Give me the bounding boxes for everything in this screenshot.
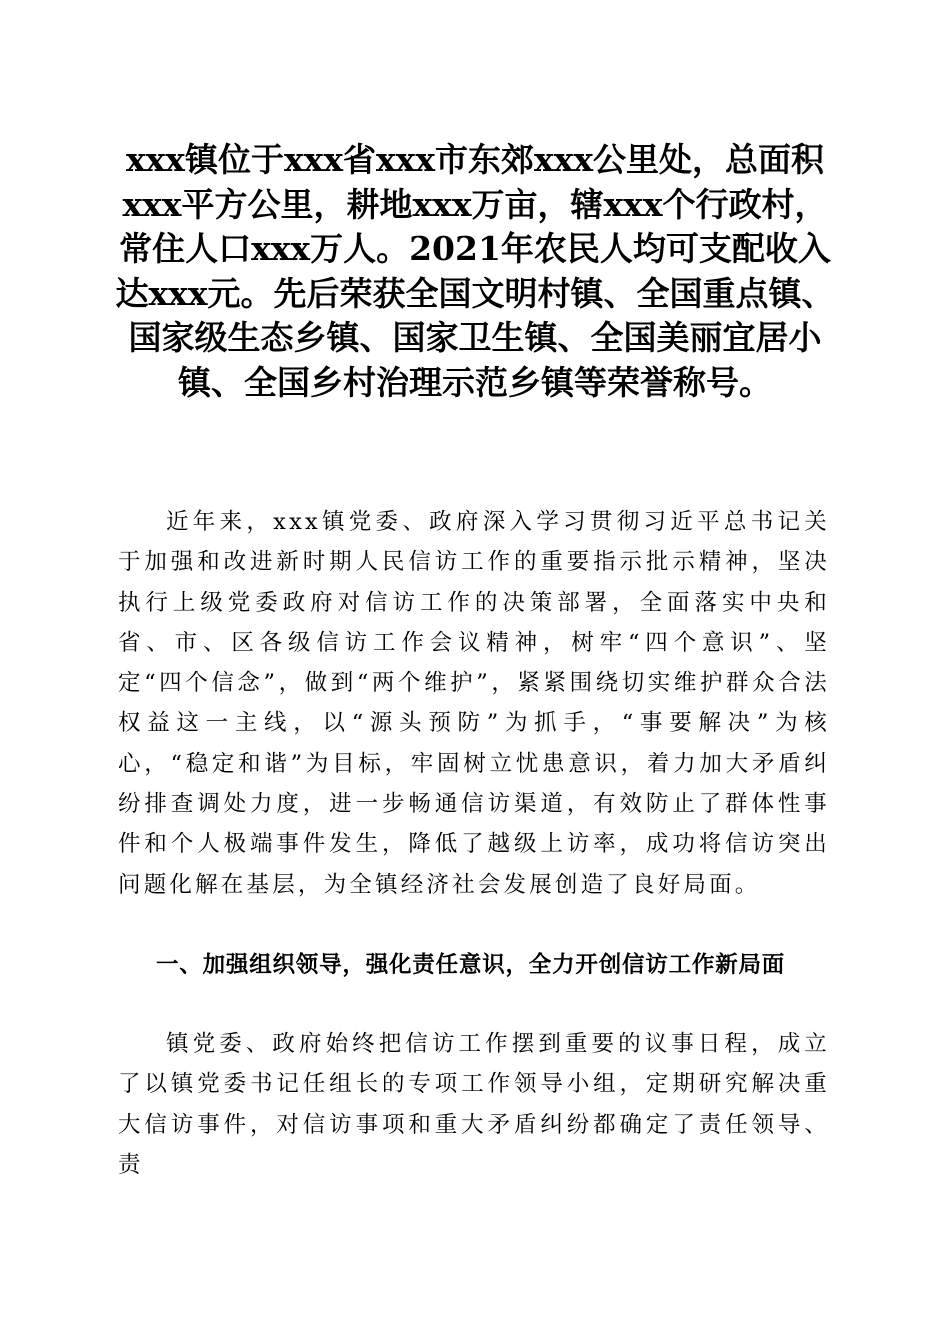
document-title: xxx镇位于xxx省xxx市东郊xxx公里处，总面积xxx平方公里，耕地xxx万亩，辖xxx个行政村，常住人口xxx万人。2021年农民人均可支配收入达xxx元。先后荣获全国文明村镇、全国重点镇、国家级生态乡镇、国家卫生镇、全国美丽宜居小镇、全国乡村治理示范乡镇等荣誉称号。 — [115, 140, 835, 402]
section-paragraph: 镇党委、政府始终把信访工作摆到重要的议事日程，成立了以镇党委书记任组长的专项工作领导小组，定期研究解决重大信访事件，对信访事项和重大矛盾纠纷都确定了责任领导、责 — [118, 1031, 830, 1178]
section-heading: 一、加强组织领导，强化责任意识，全力开创信访工作新局面 — [156, 952, 786, 978]
intro-paragraph: 近年来，xxx镇党委、政府深入学习贯彻习近平总书记关于加强和改进新时期人民信访工作的重要指示批示精神，坚决执行上级党委政府对信访工作的决策部署，全面落实中央和省、市、区各级信访工作会议精神，树牢“四个意识”、坚定“四个信念”，做到“两个维护”，紧紧围绕切实维护群众合法权益这一主线，以“源头预防”为抓手，“事要解决”为核心，“稳定和谐”为目标，牢固树立忧患意识，着力加大矛盾纠纷排查调处力度，进一步畅通信访渠道，有效防止了群体性事件和个人极端事件发生，降低了越级上访率，成功将信访突出问题化解在基层，为全镇经济社会发展创造了良好局面。 — [118, 509, 830, 898]
